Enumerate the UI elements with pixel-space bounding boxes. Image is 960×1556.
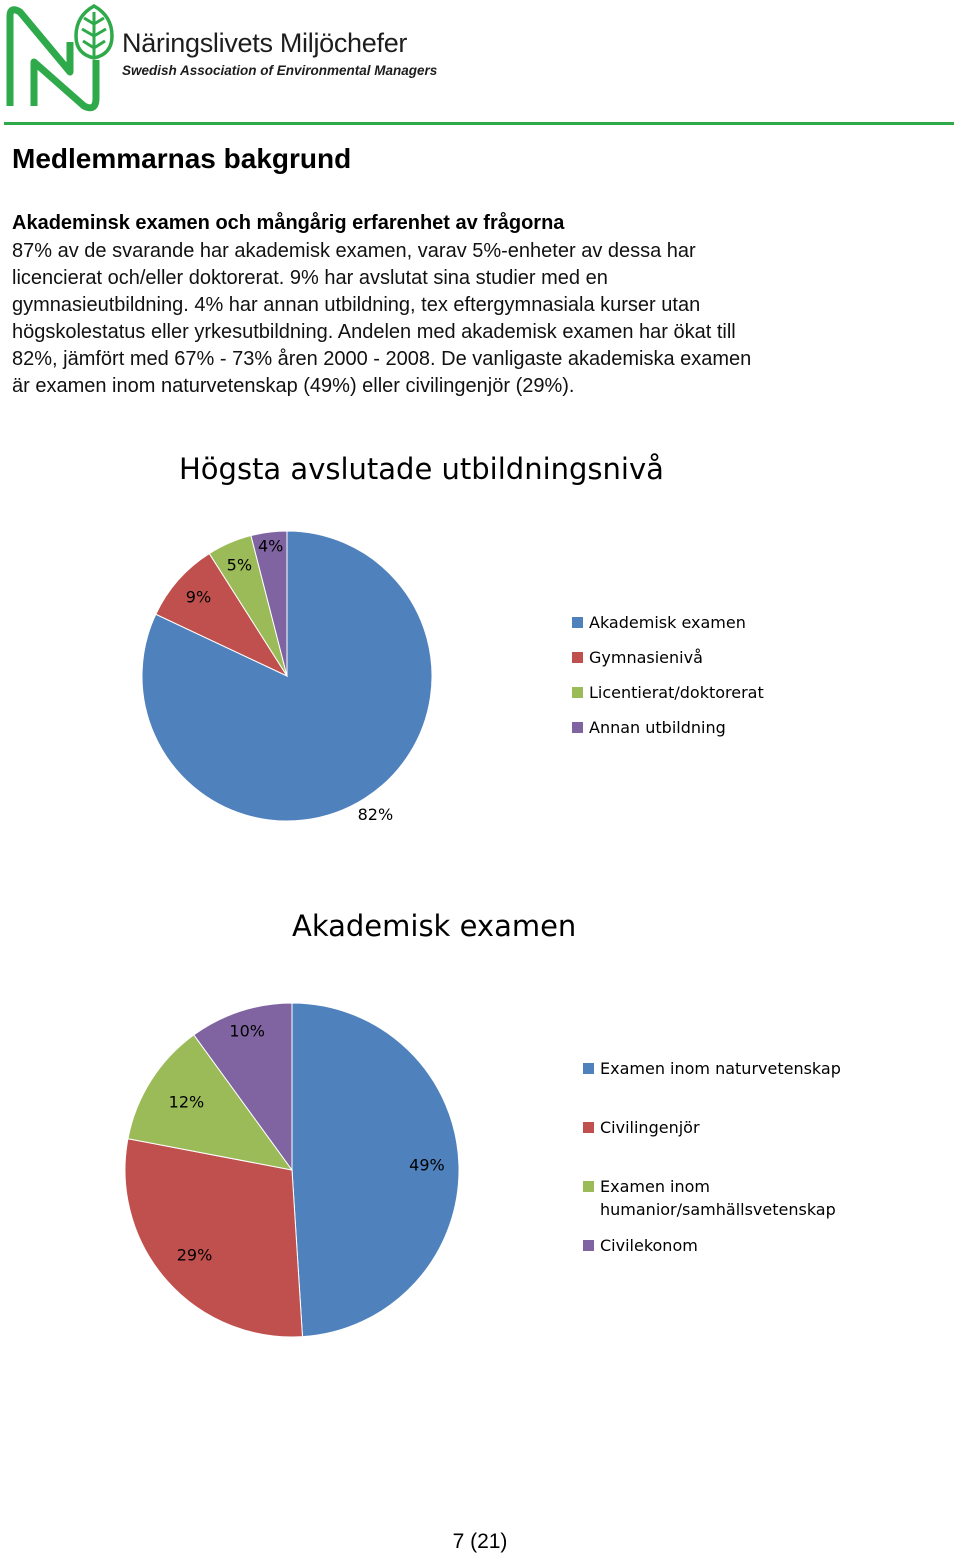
paragraph-line: licencierat och/eller doktorerat. 9% har avslutat sina studier med en (12, 267, 608, 289)
legend-label: Examen inom naturvetenskap (600, 1059, 841, 1078)
paragraph-line: gymnasieutbildning. 4% har annan utbildning, tex eftergymnasiala kurser utan (12, 294, 701, 316)
legend-label: Annan utbildning (589, 718, 726, 737)
body-paragraph (12, 238, 942, 400)
legend-label: Licentierat/doktorerat (589, 683, 764, 702)
legend-item (583, 1175, 836, 1221)
legend-swatch (572, 687, 583, 698)
leaf-logo-icon (4, 2, 116, 114)
legend-swatch (583, 1122, 594, 1133)
academic-degree-chart (0, 895, 960, 1365)
legend-label: Akademisk examen (589, 613, 746, 632)
legend-swatch (572, 652, 583, 663)
legend-item (583, 1057, 841, 1080)
legend-item (572, 611, 746, 634)
pie-chart (0, 895, 960, 1365)
pie-slice-2 (125, 1139, 302, 1337)
pie-chart (0, 440, 960, 860)
data-label: 10% (229, 1021, 265, 1041)
paragraph-line: högskolestatus eller yrkesutbildning. Andelen med akademisk examen har ökat till (12, 321, 736, 343)
education-level-chart (0, 440, 960, 860)
legend-swatch (572, 722, 583, 733)
legend-item (583, 1116, 700, 1139)
data-label: 29% (176, 1245, 213, 1265)
legend-item (572, 716, 726, 739)
header-divider (4, 122, 954, 125)
legend-item (583, 1234, 698, 1257)
data-label: 9% (185, 587, 212, 607)
page-title: Medlemmarnas bakgrund (12, 143, 352, 174)
data-label: 82% (357, 804, 394, 824)
section-heading: Akademinsk examen och mångårig erfarenhet av frågorna (12, 212, 565, 234)
legend-label: Civilingenjör (600, 1118, 700, 1137)
data-label: 4% (258, 536, 284, 556)
org-name: Näringslivets Miljöchefer (122, 28, 408, 58)
data-label: 12% (168, 1092, 205, 1112)
paragraph-line: 87% av de svarande har akademisk examen, varav 5%-enheter av dessa har (12, 240, 696, 262)
legend-item (572, 646, 703, 669)
paragraph-line: 82%, jämfört med 67% - 73% åren 2000 - 2008. De vanligaste akademiska examen (12, 348, 752, 370)
chart-title: Högsta avslutade utbildningsnivå (179, 452, 664, 486)
org-subtitle: Swedish Association of Environmental Managers (122, 63, 438, 78)
legend-swatch (583, 1063, 594, 1074)
page-number: 7 (21) (452, 1530, 508, 1553)
legend-label: Civilekonom (600, 1236, 698, 1255)
legend-swatch (572, 617, 583, 628)
data-label: 49% (409, 1155, 445, 1175)
paragraph-line: är examen inom naturvetenskap (49%) eller civilingenjör (29%). (12, 375, 575, 397)
header (0, 0, 960, 130)
chart-title: Akademisk examen (292, 909, 577, 943)
legend-swatch (583, 1181, 594, 1192)
legend-swatch (583, 1240, 594, 1251)
legend-item (572, 681, 764, 704)
data-label: 5% (226, 555, 253, 575)
legend-label: Gymnasienivå (589, 648, 703, 667)
legend-label: Examen inom humanior/samhällsvetenskap (600, 1177, 836, 1219)
